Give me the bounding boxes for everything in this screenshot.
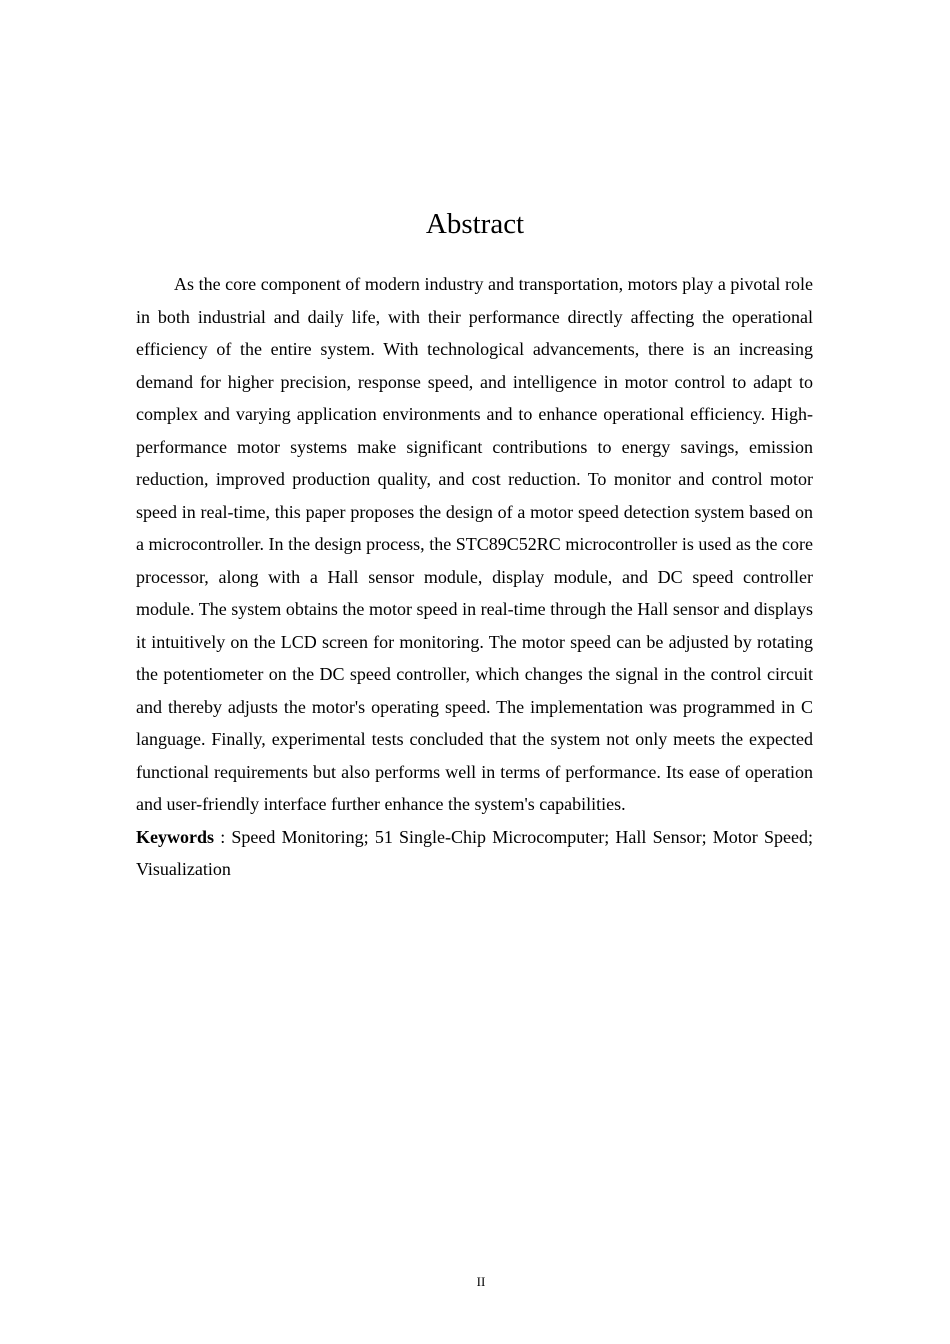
abstract-paragraph: As the core component of modern industry and transportation, motors play a pivotal role in both industrial and daily life, with their performance directly affecting the operational efficiency of the entire system. With technological advancements, there is an increasing demand for higher precision, response speed, and intelligence in motor control to adapt to complex and varying application environments and to enhance operational efficiency. High-performance motor systems make significant contributions to energy savings, emission reduction, improved production quality, and cost reduction. To monitor and control motor speed in real-time, this paper proposes the design of a motor speed detection system based on a microcontroller. In the design process, the STC89C52RC microcontroller is used as the core processor, along with a Hall sensor module, display module, and DC speed controller module. The system obtains the motor speed in real-time through the Hall sensor and displays it intuitively on the LCD screen for monitoring. The motor speed can be adjusted by rotating the potentiometer on the DC speed controller, which changes the signal in the control circuit and thereby adjusts the motor's operating speed. The implementation was programmed in C language. Finally, experimental tests concluded that the system not only meets the expected functional requirements but also performs well in terms of performance. Its ease of operation and user-friendly interface further enhance the system's capabilities. — [136, 274, 813, 814]
keywords-text: Speed Monitoring; 51 Single-Chip Microcomputer; Hall Sensor; Motor Speed; Visualization — [136, 826, 813, 879]
abstract-title: Abstract — [425, 208, 525, 240]
abstract-content — [136, 268, 813, 886]
keywords-line — [136, 821, 813, 886]
keywords-label: Keywords — [136, 826, 214, 847]
page-number: II — [476, 1274, 486, 1289]
keywords-separator: : — [214, 826, 232, 847]
